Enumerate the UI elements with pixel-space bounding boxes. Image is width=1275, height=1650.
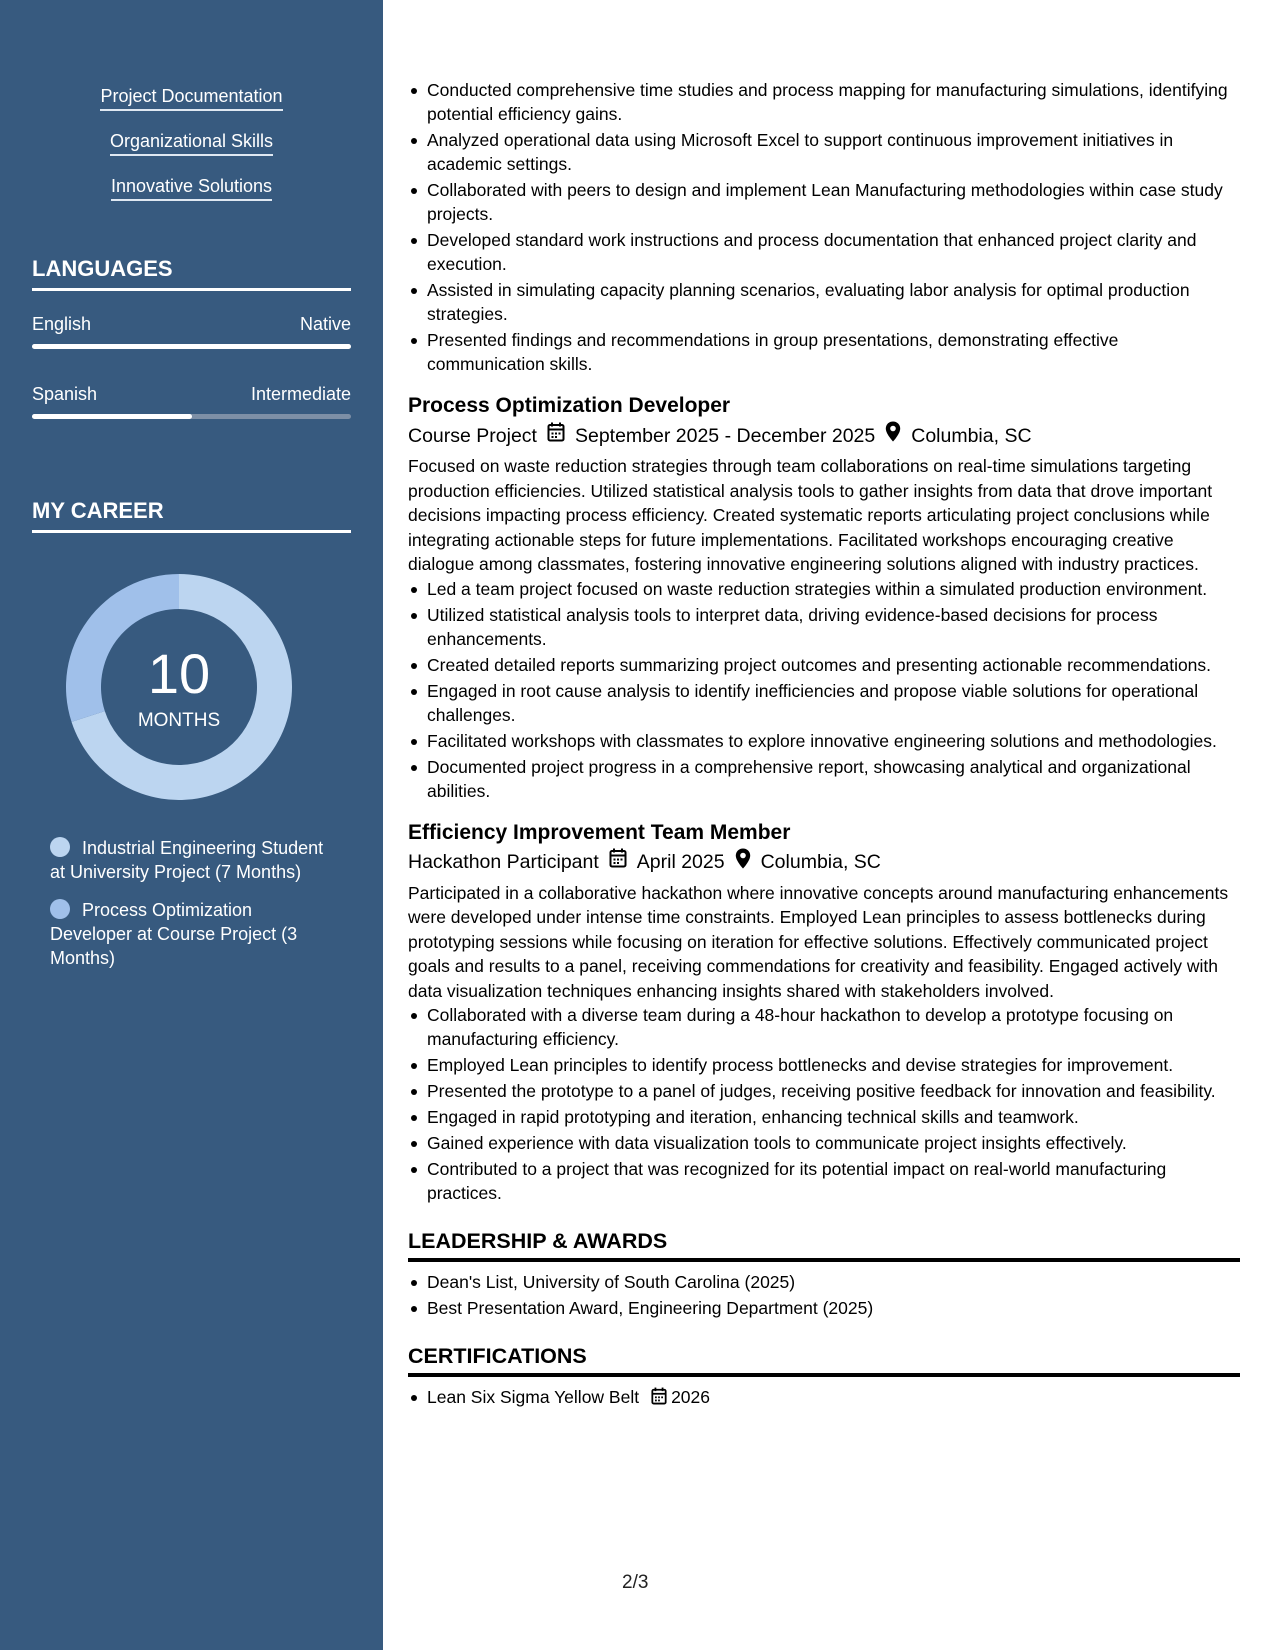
job-organization: Course Project: [408, 424, 537, 447]
skill-link[interactable]: Project Documentation: [100, 86, 282, 111]
list-item: Collaborated with peers to design and implement Lean Manufacturing methodologies within case study projects.: [408, 178, 1240, 226]
list-item: Created detailed reports summarizing project outcomes and presenting actionable recommendations.: [408, 653, 1240, 677]
list-item: [408, 1385, 1240, 1411]
language-proficiency-bar: [32, 414, 351, 419]
languages-heading: LANGUAGES: [32, 256, 351, 291]
job-bullet-list: [408, 1003, 1240, 1205]
job-meta: [408, 848, 1240, 877]
career-donut-chart: [66, 574, 292, 800]
language-proficiency-fill: [32, 414, 192, 419]
certifications-list: [408, 1385, 1240, 1411]
career-legend-label: Process Optimization Developer at Course Project (3 Months): [50, 900, 298, 968]
certifications-heading: CERTIFICATIONS: [408, 1342, 1240, 1377]
language-level: Native: [299, 314, 351, 334]
list-item: Employed Lean principles to identify process bottlenecks and devise strategies for improvement.: [408, 1053, 1240, 1077]
language-level: Intermediate: [250, 384, 351, 404]
list-item: Contributed to a project that was recognized for its potential impact on real-world manufacturing practices.: [408, 1157, 1240, 1205]
page-number: 2/3: [622, 1572, 649, 1593]
main-content: [408, 78, 1240, 1413]
list-item: Best Presentation Award, Engineering Department (2025): [408, 1296, 1240, 1320]
leadership-list: [408, 1270, 1240, 1320]
career-legend-item: [50, 836, 330, 884]
legend-dot-icon: [50, 837, 70, 857]
list-item: Analyzed operational data using Microsoft Excel to support continuous improvement initiatives in academic settings.: [408, 128, 1240, 176]
calendar-icon: [609, 848, 627, 876]
list-item: Engaged in root cause analysis to identify inefficiencies and propose viable solutions for operational challenges.: [408, 679, 1240, 727]
list-item: Facilitated workshops with classmates to explore innovative engineering solutions and methodologies.: [408, 729, 1240, 753]
job-title: Process Optimization Developer: [408, 394, 731, 417]
language-proficiency-bar: [32, 344, 351, 349]
intro-bullet-list: [408, 78, 1240, 376]
list-item: Collaborated with a diverse team during a 48-hour hackathon to develop a prototype focusing on manufacturing efficiency.: [408, 1003, 1240, 1051]
list-item: Developed standard work instructions and process documentation that enhanced project clarity and execution.: [408, 228, 1240, 276]
list-item: Assisted in simulating capacity planning scenarios, evaluating labor analysis for optimal production strategies.: [408, 278, 1240, 326]
list-item: Gained experience with data visualization tools to communicate project insights effectively.: [408, 1131, 1240, 1155]
language-proficiency-fill: [32, 344, 351, 349]
location-pin-icon: [885, 421, 901, 450]
career-heading: MY CAREER: [32, 498, 351, 533]
calendar-icon: [651, 1387, 667, 1411]
list-item: Dean's List, University of South Carolina (2025): [408, 1270, 1240, 1294]
job-location: Columbia, SC: [760, 851, 881, 873]
certification-year: 2026: [671, 1387, 711, 1407]
legend-dot-icon: [50, 899, 70, 919]
skill-link[interactable]: Innovative Solutions: [111, 176, 272, 201]
location-pin-icon: [735, 848, 751, 877]
job-description: Participated in a collaborative hackathon where innovative concepts around manufacturing enhancements were developed under intense time constraints. Employed Lean principles to assess bottlenecks during prototyping sessions while focusing on iteration for effective solutions. Effectively communicated project goals and results to a panel, receiving commendations for creativity and feasibility. Engaged actively with data visualization techniques enhancing insights shared with stakeholders involved.: [408, 882, 1229, 1001]
sidebar: [0, 0, 383, 1650]
list-item: Conducted comprehensive time studies and process mapping for manufacturing simulations, identifying potential efficiency gains.: [408, 78, 1240, 126]
list-item: Presented the prototype to a panel of judges, receiving positive feedback for innovation and feasibility.: [408, 1079, 1240, 1103]
job-title: Efficiency Improvement Team Member: [408, 820, 791, 844]
career-legend: [50, 836, 330, 984]
skills-list: [0, 86, 383, 221]
job-meta: [408, 421, 1240, 450]
career-unit-label: MONTHS: [137, 710, 221, 731]
language-name: English: [32, 314, 92, 334]
leadership-heading: LEADERSHIP & AWARDS: [408, 1227, 1240, 1262]
job-bullet-list: [408, 577, 1240, 803]
job-location: Columbia, SC: [911, 424, 1032, 447]
job-description: Focused on waste reduction strategies through team collaborations on real-time simulations targeting production efficiencies. Utilized statistical analysis tools to gather insights from data that drove important decisions impacting process efficiency. Created systematic reports articulating project conclusions while integrating actionable steps for future implementations. Facilitated workshops encouraging creative dialogue among classmates, fostering innovative engineering solutions aligned with industry practices.: [408, 456, 1213, 574]
list-item: Presented findings and recommendations in group presentations, demonstrating effective communication skills.: [408, 328, 1240, 376]
job-dates: September 2025 - December 2025: [574, 424, 876, 447]
calendar-icon: [547, 422, 565, 450]
language-name: Spanish: [32, 384, 98, 404]
career-legend-label: Industrial Engineering Student at University Project (7 Months): [50, 838, 324, 882]
list-item: Engaged in rapid prototyping and iteration, enhancing technical skills and teamwork.: [408, 1105, 1240, 1129]
career-total-months: 10: [147, 642, 211, 705]
career-legend-item: [50, 898, 330, 970]
job-dates: April 2025: [636, 851, 725, 873]
skill-link[interactable]: Organizational Skills: [110, 131, 273, 156]
certification-name: Lean Six Sigma Yellow Belt: [427, 1387, 640, 1407]
list-item: Utilized statistical analysis tools to interpret data, driving evidence-based decisions for process enhancements.: [408, 603, 1240, 651]
list-item: Led a team project focused on waste reduction strategies within a simulated production environment.: [408, 577, 1240, 601]
list-item: Documented project progress in a comprehensive report, showcasing analytical and organizational abilities.: [408, 755, 1240, 803]
job-organization: Hackathon Participant: [408, 851, 599, 873]
